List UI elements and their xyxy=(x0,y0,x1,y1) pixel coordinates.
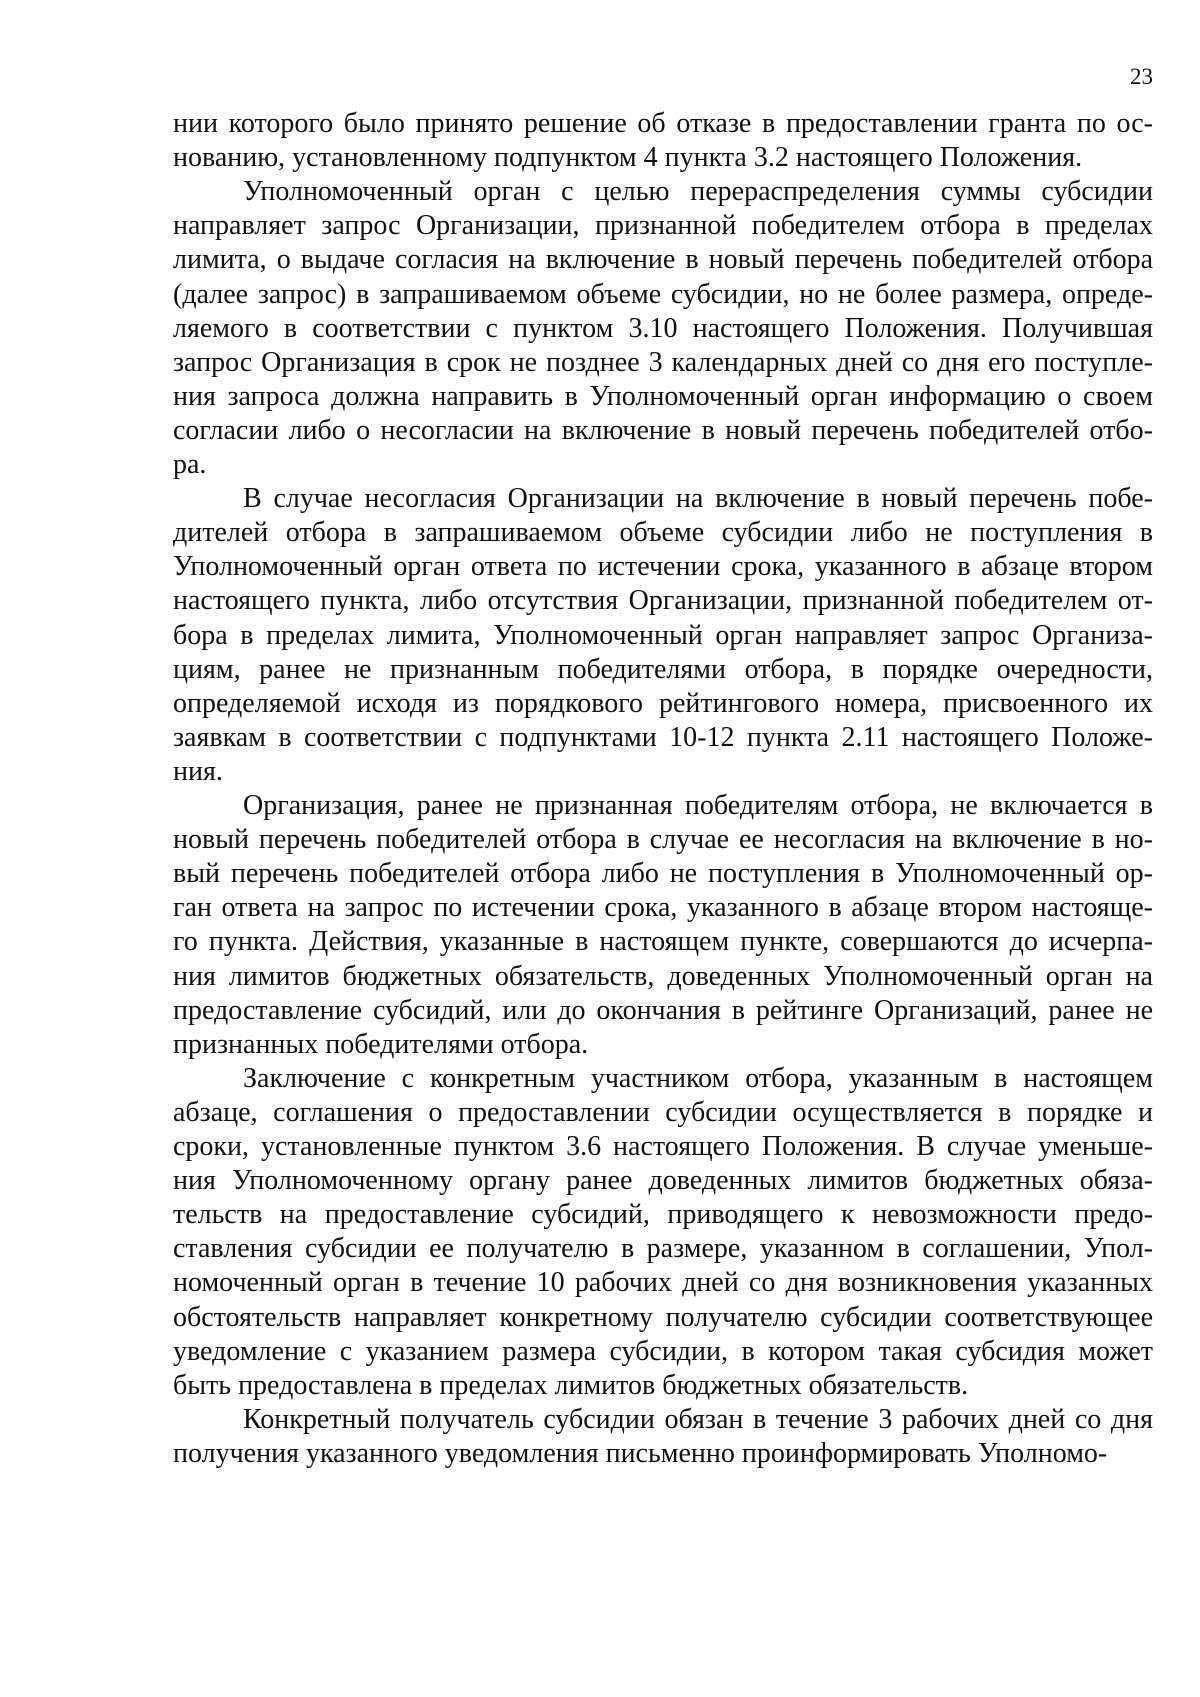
paragraph-line: признанных победителями отбора. xyxy=(173,1028,589,1060)
paragraph-line: уведомление с указанием размера субсидии, в котором такая субсидия может xyxy=(173,1335,1153,1367)
paragraph-line: (далее запрос) в запрашиваемом объеме субсидии, но не более размера, опреде- xyxy=(173,278,1153,310)
paragraph-line: тельств на предоставление субсидий, приводящего к невозможности предо- xyxy=(173,1199,1153,1231)
paragraph-line: предоставление субсидий, или до окончания в рейтинге Организаций, ранее не xyxy=(173,994,1153,1026)
paragraph-line: ган ответа на запрос по истечении срока, указанного в абзаце втором настояще- xyxy=(173,892,1153,924)
paragraph-line: ния запроса должна направить в Уполномоченный орган информацию о своем xyxy=(173,380,1153,412)
paragraph-line: получения указанного уведомления письменно проинформировать Уполномо- xyxy=(173,1437,1108,1469)
paragraph-line: ра. xyxy=(173,449,207,480)
paragraph-line: нованию, установленному подпунктом 4 пункта 3.2 настоящего Положения. xyxy=(173,142,1083,174)
page-number: 23 xyxy=(1130,64,1153,89)
paragraph-line: ния Уполномоченному органу ранее доведенных лимитов бюджетных обяза- xyxy=(173,1165,1153,1197)
paragraph-line: го пункта. Действия, указанные в настоящем пункте, совершаются до исчерпа- xyxy=(173,926,1153,958)
paragraph-line: Конкретный получатель субсидии обязан в течение 3 рабочих дней со дня xyxy=(243,1403,1153,1435)
paragraph-line: ляемого в соответствии с пунктом 3.10 настоящего Положения. Получившая xyxy=(173,312,1153,344)
paragraph-line: направляет запрос Организации, признанной победителем отбора в пределах xyxy=(173,210,1153,242)
paragraph-line: циям, ранее не признанным победителями отбора, в порядке очередности, xyxy=(173,653,1153,685)
paragraph-line: новый перечень победителей отбора в случае ее несогласия на включение в но- xyxy=(173,824,1153,856)
paragraph-line: обстоятельств направляет конкретному получателю субсидии соответствующее xyxy=(173,1301,1153,1333)
paragraph-line: лимита, о выдаче согласия на включение в новый перечень победителей отбора xyxy=(173,244,1153,276)
paragraph-line: Уполномоченный орган ответа по истечении срока, указанного в абзаце втором xyxy=(173,551,1153,583)
paragraph-line: Организация, ранее не признанная победителям отбора, не включается в xyxy=(243,790,1153,821)
paragraph-line: Заключение с конкретным участником отбора, указанным в настоящем xyxy=(243,1062,1153,1094)
paragraph-line: нии которого было принято решение об отказе в предоставлении гранта по ос- xyxy=(173,108,1153,139)
paragraph-line: В случае несогласия Организации на включение в новый перечень побе- xyxy=(243,483,1153,515)
paragraph-line: сроки, установленные пунктом 3.6 настоящего Положения. В случае уменьше- xyxy=(173,1131,1153,1162)
paragraph-line: вый перечень победителей отбора либо не поступления в Уполномоченный ор- xyxy=(173,858,1153,890)
paragraph-line: номоченный орган в течение 10 рабочих дней со дня возникновения указанных xyxy=(173,1267,1153,1299)
paragraph-line: Уполномоченный орган с целью перераспределения суммы субсидии xyxy=(243,176,1153,208)
paragraph-line: быть предоставлена в пределах лимитов бюджетных обязательств. xyxy=(173,1369,969,1401)
paragraph-line: абзаце, соглашения о предоставлении субсидии осуществляется в порядке и xyxy=(173,1096,1153,1128)
paragraph-line: ния. xyxy=(173,755,223,787)
paragraph-line: бора в пределах лимита, Уполномоченный орган направляет запрос Организа- xyxy=(173,619,1153,651)
paragraph-line: настоящего пункта, либо отсутствия Организации, признанной победителем от- xyxy=(173,585,1153,617)
paragraph-line: дителей отбора в запрашиваемом объеме субсидии либо не поступления в xyxy=(173,517,1153,549)
paragraph-line: ставления субсидии ее получателю в размере, указанном в соглашении, Упол- xyxy=(173,1233,1153,1265)
paragraph-line: согласии либо о несогласии на включение в новый перечень победителей отбо- xyxy=(173,414,1153,446)
paragraph-line: запрос Организация в срок не позднее 3 календарных дней со дня его поступле- xyxy=(173,346,1153,378)
paragraph-line: ния лимитов бюджетных обязательств, доведенных Уполномоченный орган на xyxy=(173,960,1153,992)
paragraph-line: определяемой исходя из порядкового рейтингового номера, присвоенного их xyxy=(173,687,1153,719)
paragraph-line: заявкам в соответствии с подпунктами 10-12 пункта 2.11 настоящего Положе- xyxy=(173,721,1153,753)
